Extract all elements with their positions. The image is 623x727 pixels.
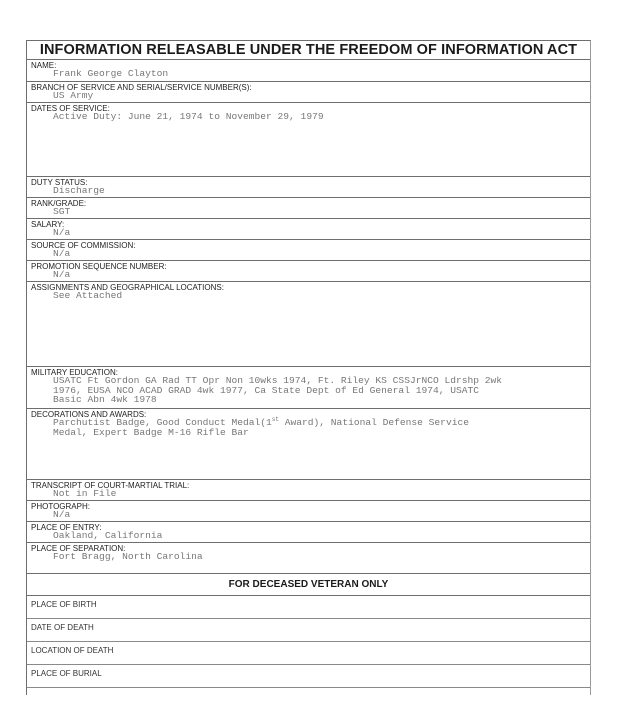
field-value: US Army [53, 90, 94, 101]
field-salary [27, 219, 590, 240]
field-label: PHOTOGRAPH: [31, 502, 90, 511]
form-bottom-spacer [27, 688, 590, 695]
field-value: SGT [53, 206, 71, 217]
field-value: Discharge [53, 185, 105, 196]
field-promotion-sequence [27, 261, 590, 282]
field-label: SOURCE OF COMMISSION: [31, 241, 136, 250]
field-label: PLACE OF BIRTH [31, 600, 97, 609]
field-label: MILITARY EDUCATION: [31, 368, 118, 377]
field-label: LOCATION OF DEATH [31, 646, 114, 655]
field-decorations [27, 409, 590, 480]
field-value: N/a [53, 509, 71, 520]
field-label: ASSIGNMENTS AND GEOGRAPHICAL LOCATIONS: [31, 283, 224, 292]
field-photograph [27, 501, 590, 522]
field-value: See Attached [53, 290, 123, 301]
field-value: Active Duty: June 21, 1974 to November 29, 1979 [53, 111, 324, 122]
field-label: BRANCH OF SERVICE AND SERIAL/SERVICE NUMBER(S): [31, 83, 252, 92]
field-assignments [27, 282, 590, 367]
field-place-of-birth [27, 596, 590, 619]
field-source-of-commission [27, 240, 590, 261]
field-label: DATE OF DEATH [31, 623, 94, 632]
field-label: DUTY STATUS: [31, 178, 88, 187]
field-value: Frank George Clayton [53, 68, 169, 79]
field-court-martial [27, 480, 590, 501]
field-label: DATES OF SERVICE: [31, 104, 110, 113]
field-label: DECORATIONS AND AWARDS: [31, 410, 147, 419]
field-location-of-death [27, 642, 590, 665]
field-place-of-burial [27, 665, 590, 688]
field-value: N/a [53, 269, 71, 280]
field-label: PLACE OF SEPARATION: [31, 544, 126, 553]
superscript: st [271, 415, 279, 423]
field-label: SALARY: [31, 220, 65, 229]
field-label: PLACE OF ENTRY: [31, 523, 102, 532]
field-value: Fort Bragg, North Carolina [53, 551, 203, 562]
field-label: PLACE OF BURIAL [31, 669, 102, 678]
field-rank [27, 198, 590, 219]
field-value: N/a [53, 248, 71, 259]
field-name [27, 60, 590, 82]
foia-form [26, 40, 591, 695]
form-title: INFORMATION RELEASABLE UNDER THE FREEDOM OF INFORMATION ACT [27, 41, 590, 60]
field-place-of-separation [27, 543, 590, 573]
value-text: Parchutist Badge, Good Conduct Medal(1 [53, 417, 272, 428]
field-value-line: Medal, Expert Badge M-16 Rifle Bar [53, 426, 249, 438]
field-place-of-entry [27, 522, 590, 543]
field-label: NAME: [31, 61, 57, 70]
field-duty-status [27, 177, 590, 198]
field-label: TRANSCRIPT OF COURT-MARTIAL TRIAL: [31, 481, 190, 490]
field-date-of-death [27, 619, 590, 642]
field-value-line: 1976, EUSA NCO ACAD GRAD 4wk 1977, Ca State Dept of Ed General 1974, USATC [53, 384, 480, 396]
field-value-line: USATC Ft Gordon GA Rad TT Opr Non 10wks 1974, Ft. Riley KS CSSJrNCO Ldrshp 2wk [53, 375, 503, 386]
field-value: N/a [53, 227, 71, 238]
field-branch [27, 82, 590, 103]
field-value: Oakland, California [53, 530, 163, 541]
field-label: RANK/GRADE: [31, 199, 87, 208]
value-text: Award), National Defense Service [278, 417, 469, 428]
field-military-education [27, 367, 590, 409]
field-value-line: Basic Abn 4wk 1978 [53, 394, 157, 405]
field-dates-of-service [27, 103, 590, 177]
deceased-section-heading: FOR DECEASED VETERAN ONLY [27, 573, 590, 596]
field-value: Not in File [53, 488, 117, 499]
field-label: PROMOTION SEQUENCE NUMBER: [31, 262, 167, 271]
